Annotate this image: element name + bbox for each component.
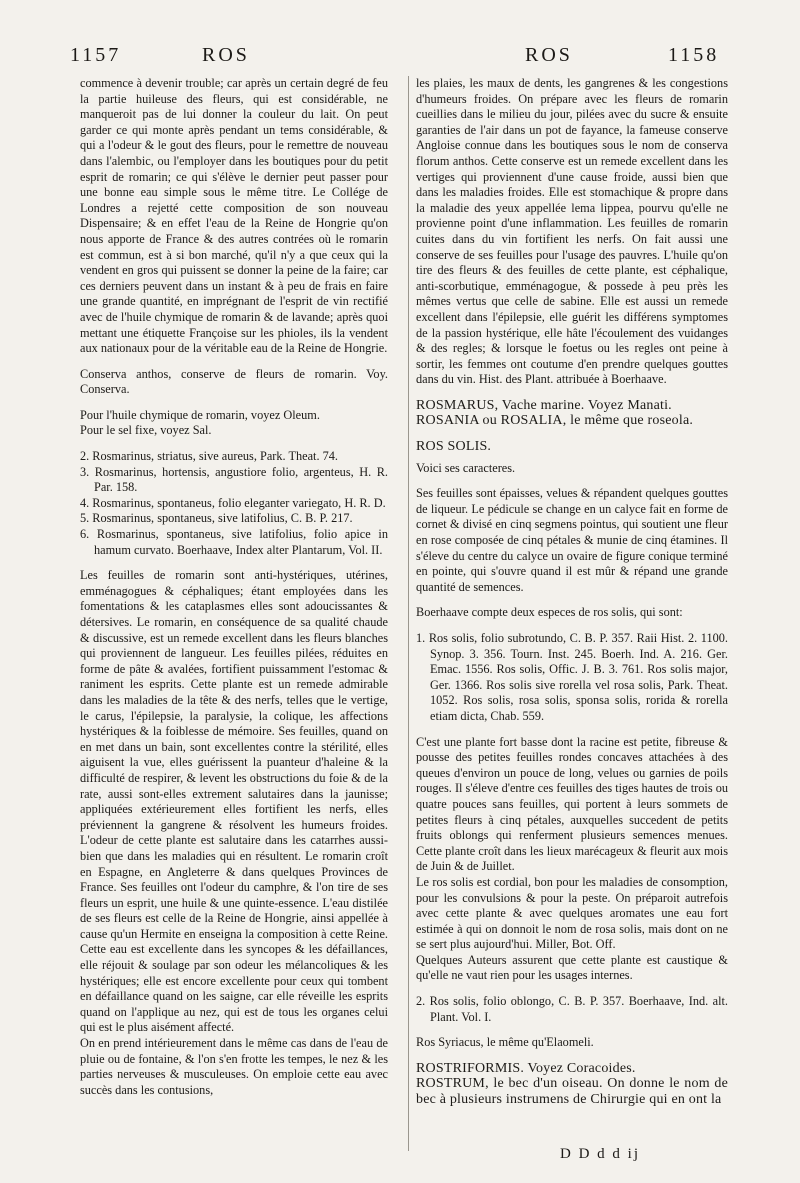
rostriformis-entry: ROSTRIFORMIS. Voyez Coracoides. — [416, 1060, 636, 1076]
rostrum-entry: ROSTRUM, le bec d'un oiseau. On donne le nom de bec à plusieurs instrumens de Chirurgie qui en ont la — [416, 1076, 728, 1108]
species-reference: 3. Rosmarinus, hortensis, angustiore folio, argenteus, H. R. Par. 158. — [80, 464, 388, 495]
paragraph: Boerhaave compte deux especes de ros solis, qui sont: — [416, 605, 683, 620]
species-reference: 1. Ros solis, folio subrotundo, C. B. P. 357. Raii Hist. 2. 1100. Synop. 3. 356. Tourn. Inst. 245. Boerh. Ind. A. 216. Ger. Emac. 1556. Ros solis, Offic. J. B. 3. 761. Ros solis major, Ger. 1366. Ros solis sive rorella vel rosa solis, Park. Theat. 1052. Ros solis, rosa solis, sponsa solis, rorida & rorella etiam dicta, Chab. 559. — [416, 631, 728, 723]
conserva-entry: Conserva anthos, conserve de fleurs de romarin. Voy. Conserva. — [80, 366, 388, 397]
rosania-entry: ROSANIA ou ROSALIA, le même que roseola. — [416, 413, 694, 429]
paragraph: commence à devenir trouble; car après un certain degré de feu la partie huileuse des fleurs, qui est considérable, ne manqueroit pas de lui donner la couleur du lait. On peut garder ce qui monte après pendant un tems considérable, & qui a l'odeur & le gout des fleurs, pour le remettre de nouveau dans l'alembic, ou l'employer dans les boutiques pour du petit esprit de romarin; ce qui s'élève le dernier peut passer pour une bonne eau simple sous le même titre. Le Collége de Londres a rejetté cette composition de son nouveau Dispensaire; & en effet l'eau de la Reine de Hongrie qu'on nous apporte de France & des autres contrées où le romarin est commun, est à si bon marché, qu'il n'y a que ceux qui la vendent en gros qui puissent se donner la peine de la faire; car ces derniers peuvent dans un instant & à peu de frais en faire une grande quantité, en imprégnant de l'esprit de vin rectifié avec de l'huile chymique de romarin & de lavande; après quoi mettant une étiquette Françoise sur les phioles, ils la vendent aux nationaux pour de la véritable eau de la Reine de Hongrie. — [80, 76, 388, 356]
ros-solis-heading: ROS SOLIS. — [416, 439, 492, 455]
column-divider — [408, 76, 409, 1151]
paragraph: Les feuilles de romarin sont anti-hystériques, utérines, emménagogues & céphaliques; étant employées dans les fomentations & les cataplasmes elles sont adoucissantes & détersives. Le romarin, en conséquence de sa qualité chaude & discussive, est un remede excellent dans les fleurs blanches qui proviennent de langueur. Les feuilles pilées, réduites en forme de pâte & avalées, fortifient puissamment l'estomac & raniment les esprits. Cette plante est un remede admirable dans les maladies de la tête & des nerfs, telles que le vertige, le carus, l'épilepsie, la paralysie, la colique, les affections hystériques & la foiblesse de mémoire. Ses feuilles, quand on en met dans un bain, sont excellentes contre la stérilité, elles aiguisent la vue, elles guérissent la puanteur d'haleine & la difficulté de respirer, & levent les obstructions du foie & de la rate, aussi sont-elles extrement salutaires dans la jaunisse; appliquées extérieurement elles fortifient les nerfs, elles préviennent la gangrene & résolvent les humeurs froides. L'odeur de cette plante est salutaire dans les catarrhes aussi-bien que dans les maladies qui en résultent. Le romarin croît en Espagne, en Angleterre & dans quelques Provinces de France. Ses feuilles ont l'odeur du camphre, & l'on tire de ses fleurs un esprit, une huile & une quinte-essence. L'eau distilée de ses fleurs est celle de la Reine de Hongrie, ainsi appellée à cause qu'un Hermite en enseigna la composition à cette Reine. Cette eau est excellente dans les syncopes & les défaillances, elle réjouit & soulage par son odeur les mélancoliques & les hystériques; elle est encore excellente pour ceux qui tombent en défaillance quand on les saigne, car elle réveille les esprits quand on l'applique au nez, qui est de tous les organes celui qui est le plus aisément affecté. — [80, 568, 388, 1035]
species-reference: 2. Rosmarinus, striatus, sive aureus, Park. Theat. 74. — [80, 449, 338, 464]
left-column — [80, 76, 388, 1098]
paragraph: Ses feuilles sont épaisses, velues & répandent quelques gouttes de liqueur. Le pédicule se change en un calyce fait en forme de cornet & divisé en cinq segmens pointus, qui soutient une fleur en rose composée de cinq pétales & munie de cinq étamines. Il s'éleve du centre du calyce un ovaire de figure conique terminé en pointe, qui s'ouvre quand il est mûr & répand une grande quantité de semences. — [416, 486, 728, 594]
species-reference: 2. Ros solis, folio oblongo, C. B. P. 357. Boerhaave, Ind. alt. Plant. Vol. I. — [416, 994, 728, 1024]
right-page-number: 1158 — [668, 44, 720, 66]
right-running-head: ROS — [525, 44, 573, 66]
right-column — [416, 76, 728, 1108]
paragraph: C'est une plante fort basse dont la racine est petite, fibreuse & pousse des petites feuilles rondes concaves attachées à des queues d'environ un pouce de long, velues ou garnies de poils rouges. Il s'éleve d'entre ces feuilles des tiges hautes de trois ou quatre pouces sans feuilles, qui portent à leurs sommets de petites fleurs à cinq pétales, auxquelles succedent de petits fruits oblongs qui renferment plusieurs semences menues. Cette plante croît dans les lieux marécageux & fleurit aux mois de Juin & de Juillet. — [416, 734, 728, 874]
ros-syriacus-entry: Ros Syriacus, le même qu'Elaomeli. — [416, 1035, 594, 1050]
species-reference: 5. Rosmarinus, spontaneus, sive latifolius, C. B. P. 217. — [80, 511, 353, 526]
left-page-number: 1157 — [70, 44, 122, 66]
paragraph: On en prend intérieurement dans le même cas dans de l'eau de pluie ou de fontaine, & l'on s'en frotte les tempes, le nez & les parties nerveuses & musculeuses. On emploie cette eau avec succès dans les contusions, — [80, 1036, 388, 1097]
paragraph: Le ros solis est cordial, bon pour les maladies de consomption, pour les convulsions & pour la peste. On préparoit autrefois avec cette plante & avec quelques aromates une eau fort estimée à qui on donnoit le nom de rosa solis, mais dont on ne se sert plus aujourd'hui. Miller, Bot. Off. — [416, 874, 728, 952]
left-running-head: ROS — [202, 44, 250, 66]
paragraph: Quelques Auteurs assurent que cette plante est caustique & qu'elle ne vaut rien pour les usages internes. — [416, 952, 728, 983]
species-list — [80, 449, 388, 558]
paragraph: les plaies, les maux de dents, les gangrenes & les congestions d'humeurs froides. On prépare avec les fleurs de romarin cueillies dans le milieu du jour, pilées avec du sucre & ensuite garanties de l'air dans un pot de fayance, la fameuse conserve Angloise connue dans les boutiques sous le nom de conserva florum anthos. Cette conserve est un remede excellent dans les vertiges qui proviennent d'une cause froide, aussi bien que dans les maladies froides. Elle est stomachique & propre dans la maladie des yeux appellée lema lippea, pourvu qu'elle ne provienne point d'une inflammation. Les feuilles de romarin cuites dans du vin fortifient les nerfs. On fait aussi une conserve de ses feuilles pour l'usage des pauvres. L'huile qu'on tire des fleurs & des feuilles de cette plante, est céphalique, anti-scorbutique, emménagogue, & possede à peu près les mêmes vertus que celle de sabine. Elle est aussi un remede excellent dans l'épilepsie, elle guérit les différens symptomes de la passion hystérique, elle hâte l'écoulement des vuidanges & des regles; & lorsque le foetus ou les regles ont peine à sortir, les femmes ont coutume d'en prendre quelques gouttes dans du vin. Hist. des Plant. attribuée à Boerhaave. — [416, 76, 728, 387]
signature-mark: D D d d ij — [560, 1146, 640, 1162]
rosmarus-entry: ROSMARUS, Vache marine. Voyez Manati. — [416, 397, 672, 413]
species-reference: 6. Rosmarinus, spontaneus, sive latifolius, folio apice in hamum curvato. Boerhaave, Index alter Plantarum, Vol. II. — [80, 527, 388, 557]
paragraph: Pour le sel fixe, voyez Sal. — [80, 423, 212, 438]
paragraph: Voici ses caracteres. — [416, 460, 516, 475]
paragraph: Pour l'huile chymique de romarin, voyez Oleum. — [80, 407, 320, 422]
species-reference: 4. Rosmarinus, spontaneus, folio eleganter variegato, H. R. D. — [80, 495, 386, 510]
